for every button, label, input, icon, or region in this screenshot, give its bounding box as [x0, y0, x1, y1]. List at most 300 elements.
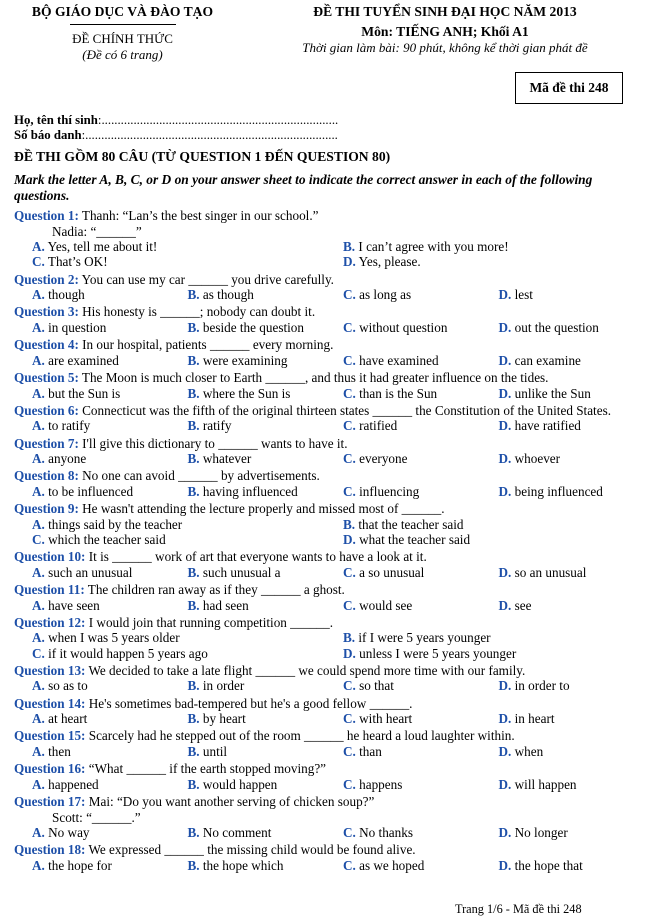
option-text: Yes, please. — [358, 254, 421, 270]
official-label: ĐỀ CHÍNH THỨC — [72, 31, 173, 46]
option-text: will happen — [514, 776, 577, 792]
option-text: have seen — [48, 597, 100, 613]
option-text: as long as — [359, 287, 412, 303]
exam-time: Thời gian làm bài: 90 phút, không kể thời gian phát đề — [302, 40, 588, 55]
question-text: We expressed ______ the missing child would be found alive. — [85, 842, 416, 858]
answer-option — [14, 239, 325, 254]
question-label: Question 15: — [14, 728, 86, 744]
option-text: I can’t agree with you more! — [358, 239, 509, 255]
option-text: anyone — [48, 451, 87, 467]
option-text: then — [48, 743, 71, 759]
option-row — [14, 287, 636, 302]
option-letter: A. — [32, 319, 45, 335]
answer-option — [170, 353, 326, 368]
answer-option — [14, 484, 170, 499]
question-label: Question 13: — [14, 662, 86, 678]
option-letter: B. — [187, 352, 200, 368]
option-letter: A. — [32, 678, 45, 694]
option-letter: B. — [343, 239, 356, 255]
answer-option — [14, 451, 170, 466]
answer-option — [14, 418, 170, 433]
option-letter: C. — [32, 645, 45, 661]
option-letter: A. — [32, 711, 45, 727]
question-3 — [14, 304, 636, 335]
option-text: No longer — [514, 825, 568, 841]
question-stem — [14, 403, 636, 419]
option-text: No thanks — [359, 825, 413, 841]
option-letter: D. — [498, 385, 512, 401]
question-text: We decided to take a late flight ______ we could spend more time with our family. — [85, 662, 526, 678]
option-text: can examine — [514, 352, 581, 368]
question-12 — [14, 615, 636, 661]
question-label: Question 18: — [14, 842, 86, 858]
question-11 — [14, 582, 636, 613]
option-letter: C. — [343, 678, 356, 694]
question-text: Mai: “Do you want another serving of chicken soup?” — [85, 793, 375, 809]
question-text: I'll give this dictionary to ______ wants to have it. — [78, 435, 348, 451]
question-text: The Moon is much closer to Earth ______, and thus it had greater influence on the tides. — [78, 369, 549, 385]
answer-option — [170, 711, 326, 726]
exam-subject: Môn: TIẾNG ANH; Khối A1 — [361, 24, 529, 39]
option-letter: C. — [343, 287, 356, 303]
question-1 — [14, 208, 636, 270]
option-letter: D. — [498, 352, 512, 368]
header-right — [240, 4, 650, 56]
option-row — [14, 517, 636, 532]
option-text: ratify — [202, 418, 232, 434]
candidate-name-label: Họ, tên thí sinh — [14, 113, 98, 127]
option-text: when — [514, 743, 544, 759]
option-row — [14, 418, 636, 433]
option-text: a so unusual — [359, 564, 425, 580]
answer-option — [481, 598, 637, 613]
option-text: ratified — [359, 418, 398, 434]
question-text: It is ______ work of art that everyone wants to have a look at it. — [85, 549, 427, 565]
answer-option — [325, 777, 481, 792]
answer-option — [14, 711, 170, 726]
question-text: No one can avoid ______ by advertisements. — [78, 468, 320, 484]
answer-option — [170, 418, 326, 433]
answer-option — [481, 320, 637, 335]
answer-option — [14, 320, 170, 335]
option-letter: B. — [343, 630, 356, 646]
answer-option — [325, 451, 481, 466]
option-row — [14, 484, 636, 499]
option-letter: C. — [343, 319, 356, 335]
option-row — [14, 320, 636, 335]
question-stem — [14, 370, 636, 386]
option-letter: D. — [343, 254, 356, 270]
answer-option — [14, 565, 170, 580]
question-label: Question 5: — [14, 369, 79, 385]
answer-option — [325, 418, 481, 433]
option-text: No way — [48, 825, 90, 841]
answer-option — [14, 532, 325, 547]
option-text: happens — [359, 776, 403, 792]
option-row — [14, 532, 636, 547]
option-letter: B. — [343, 516, 356, 532]
answer-option — [325, 517, 636, 532]
exam-title: ĐỀ THI TUYỂN SINH ĐẠI HỌC NĂM 2013 — [313, 4, 577, 19]
option-letter: C. — [343, 352, 356, 368]
header-left — [10, 4, 235, 63]
option-text: if I were 5 years younger — [358, 630, 491, 646]
answer-option — [325, 532, 636, 547]
answer-option — [325, 630, 636, 645]
option-letter: B. — [187, 711, 200, 727]
question-dialogue-line: Nadia: “______” — [52, 223, 142, 239]
option-text: happened — [48, 776, 99, 792]
answer-option — [14, 777, 170, 792]
answer-option — [481, 484, 637, 499]
question-text: In our hospital, patients ______ every morning. — [78, 337, 334, 353]
answer-option — [170, 386, 326, 401]
option-row — [14, 386, 636, 401]
question-label: Question 2: — [14, 271, 79, 287]
option-letter: D. — [498, 597, 512, 613]
option-text: would happen — [202, 776, 278, 792]
option-text: so an unusual — [514, 564, 587, 580]
option-text: would see — [359, 597, 413, 613]
option-letter: B. — [187, 418, 200, 434]
option-text: without question — [359, 319, 448, 335]
option-text: beside the question — [202, 319, 304, 335]
option-row — [14, 678, 636, 693]
option-letter: C. — [32, 254, 45, 270]
question-10 — [14, 549, 636, 580]
answer-option — [14, 254, 325, 269]
question-stem — [14, 468, 636, 484]
option-text: at heart — [48, 711, 88, 727]
option-text: with heart — [359, 711, 413, 727]
question-dialogue-line: Scott: “______.” — [52, 809, 141, 825]
option-letter: D. — [498, 319, 512, 335]
option-text: as though — [202, 287, 254, 303]
question-stem — [14, 304, 636, 320]
option-text: so that — [359, 678, 394, 694]
answer-option — [14, 386, 170, 401]
option-letter: D. — [498, 564, 512, 580]
answer-option — [14, 517, 325, 532]
option-text: until — [202, 743, 228, 759]
question-text: Scarcely had he stepped out of the room ______ he heard a loud laughter within. — [85, 728, 515, 744]
question-text: I would join that running competition ______. — [85, 614, 334, 630]
instruction: Mark the letter A, B, C, or D on your answer sheet to indicate the correct answer in each of the following questions. — [14, 172, 593, 203]
option-row — [14, 858, 636, 873]
option-row — [14, 565, 636, 580]
answer-option — [325, 858, 481, 873]
option-letter: C. — [343, 418, 356, 434]
option-text: unless I were 5 years younger — [359, 645, 517, 661]
option-text: what the teacher said — [359, 531, 471, 547]
answer-option — [170, 678, 326, 693]
answer-option — [14, 858, 170, 873]
exam-code-box: Mã đề thi 248 — [515, 72, 623, 104]
option-letter: D. — [498, 825, 512, 841]
answer-option — [14, 744, 170, 759]
question-stem — [14, 696, 636, 712]
option-text: where the Sun is — [202, 385, 291, 401]
answer-option — [325, 744, 481, 759]
option-letter: A. — [32, 825, 45, 841]
option-letter: B. — [187, 564, 200, 580]
answer-option — [481, 386, 637, 401]
option-letter: C. — [343, 711, 356, 727]
option-letter: C. — [343, 857, 356, 873]
question-label: Question 7: — [14, 435, 79, 451]
answer-option — [170, 320, 326, 335]
option-letter: B. — [187, 319, 200, 335]
question-2 — [14, 272, 636, 303]
question-label: Question 8: — [14, 468, 79, 484]
answer-option — [481, 418, 637, 433]
option-row — [14, 646, 636, 661]
answer-option — [481, 858, 637, 873]
option-text: by heart — [202, 711, 246, 727]
option-text: to ratify — [48, 418, 91, 434]
answer-option — [325, 353, 481, 368]
question-text: He wasn't attending the lecture properly and missed most of ______. — [78, 501, 445, 517]
option-letter: C. — [343, 564, 356, 580]
question-stem — [14, 337, 636, 353]
question-stem — [14, 582, 636, 598]
option-letter: B. — [187, 287, 200, 303]
question-6 — [14, 403, 636, 434]
option-text: as we hoped — [359, 857, 425, 873]
answer-option — [170, 287, 326, 302]
option-text: were examining — [202, 352, 288, 368]
answer-option — [325, 825, 481, 840]
exam-intro: ĐỀ THI GỒM 80 CÂU (TỪ QUESTION 1 ĐẾN QUESTION 80) — [14, 149, 391, 164]
option-letter: C. — [32, 531, 45, 547]
answer-option — [14, 598, 170, 613]
option-row — [14, 744, 636, 759]
option-text: having influenced — [202, 483, 298, 499]
option-text: being influenced — [514, 483, 603, 499]
question-text: The children ran away as if they ______ a ghost. — [84, 581, 345, 597]
option-row — [14, 598, 636, 613]
option-letter: D. — [498, 711, 512, 727]
option-letter: A. — [32, 385, 45, 401]
answer-option — [481, 825, 637, 840]
option-letter: C. — [343, 825, 356, 841]
option-letter: D. — [498, 857, 512, 873]
option-text: the hope that — [514, 857, 583, 873]
question-stem — [14, 615, 636, 631]
question-stem — [14, 842, 636, 858]
question-15 — [14, 728, 636, 759]
option-text: that the teacher said — [358, 516, 464, 532]
option-row — [14, 254, 636, 269]
option-text: influencing — [359, 483, 420, 499]
option-text: out the question — [514, 319, 599, 335]
option-text: whoever — [514, 451, 561, 467]
option-letter: A. — [32, 287, 45, 303]
option-letter: B. — [187, 825, 200, 841]
option-letter: A. — [32, 630, 45, 646]
option-letter: D. — [498, 451, 512, 467]
option-letter: B. — [187, 597, 200, 613]
question-label: Question 14: — [14, 695, 86, 711]
option-text: everyone — [359, 451, 408, 467]
option-letter: B. — [187, 857, 200, 873]
option-row — [14, 630, 636, 645]
question-stem — [14, 272, 636, 288]
answer-option — [325, 386, 481, 401]
header-divider — [70, 24, 176, 25]
option-text: in question — [48, 319, 107, 335]
question-stem — [14, 501, 636, 517]
option-text: though — [48, 287, 85, 303]
answer-option — [325, 646, 636, 661]
option-letter: A. — [32, 597, 45, 613]
question-9 — [14, 501, 636, 547]
option-letter: B. — [187, 743, 200, 759]
option-letter: A. — [32, 451, 45, 467]
question-text: “What ______ if the earth stopped moving?” — [85, 761, 327, 777]
question-stem — [14, 208, 636, 224]
answer-option — [14, 678, 170, 693]
option-letter: A. — [32, 418, 45, 434]
answer-option — [481, 678, 637, 693]
question-stem — [14, 761, 636, 777]
question-label: Question 16: — [14, 761, 86, 777]
answer-option — [325, 320, 481, 335]
option-letter: D. — [498, 418, 512, 434]
question-text: Thanh: “Lan’s the best singer in our school.” — [78, 208, 319, 223]
question-8 — [14, 468, 636, 499]
option-text: had seen — [202, 597, 249, 613]
question-label: Question 10: — [14, 549, 86, 565]
option-letter: C. — [343, 451, 356, 467]
question-18 — [14, 842, 636, 873]
option-text: than — [359, 743, 382, 759]
option-row — [14, 711, 636, 726]
candidate-id-label: Số báo danh — [14, 128, 82, 142]
answer-option — [481, 287, 637, 302]
option-letter: D. — [498, 743, 512, 759]
option-row — [14, 825, 636, 840]
question-label: Question 11: — [14, 581, 85, 597]
question-label: Question 12: — [14, 614, 86, 630]
option-letter: B. — [187, 385, 200, 401]
option-text: whatever — [202, 451, 252, 467]
option-text: in heart — [514, 711, 555, 727]
question-label: Question 6: — [14, 402, 79, 418]
option-text: the hope which — [202, 857, 284, 873]
option-row — [14, 777, 636, 792]
option-letter: B. — [187, 451, 200, 467]
option-letter: A. — [32, 483, 45, 499]
answer-option — [325, 565, 481, 580]
question-label: Question 9: — [14, 501, 79, 517]
question-list — [14, 208, 636, 875]
option-letter: C. — [343, 483, 356, 499]
option-letter: A. — [32, 743, 45, 759]
candidate-name-line — [14, 113, 338, 128]
answer-option — [14, 353, 170, 368]
option-text: which the teacher said — [48, 531, 166, 547]
option-text: things said by the teacher — [48, 516, 183, 532]
option-text: but the Sun is — [48, 385, 121, 401]
answer-option — [325, 484, 481, 499]
answer-option — [170, 825, 326, 840]
answer-option — [325, 711, 481, 726]
option-text: see — [514, 597, 532, 613]
answer-option — [170, 777, 326, 792]
option-letter: A. — [32, 564, 45, 580]
option-text: lest — [514, 287, 533, 303]
option-letter: C. — [343, 385, 356, 401]
question-stem — [14, 794, 636, 810]
option-row — [14, 451, 636, 466]
question-5 — [14, 370, 636, 401]
option-text: when I was 5 years older — [48, 630, 180, 646]
answer-option — [14, 630, 325, 645]
option-letter: A. — [32, 352, 45, 368]
question-stem — [14, 728, 636, 744]
question-text: He's sometimes bad-tempered but he's a good fellow ______. — [85, 695, 413, 711]
question-label: Question 17: — [14, 793, 86, 809]
question-16 — [14, 761, 636, 792]
option-text: such unusual a — [202, 564, 281, 580]
question-7 — [14, 436, 636, 467]
answer-option — [325, 287, 481, 302]
option-text: have ratified — [514, 418, 581, 434]
question-label: Question 4: — [14, 337, 79, 353]
question-13 — [14, 663, 636, 694]
answer-option — [170, 598, 326, 613]
page-footer: Trang 1/6 - Mã đề thi 248 — [455, 902, 582, 916]
question-stem — [14, 549, 636, 565]
ministry-name: BỘ GIÁO DỤC VÀ ĐÀO TẠO — [31, 4, 214, 19]
option-letter: D. — [343, 645, 356, 661]
option-letter: A. — [32, 776, 45, 792]
option-text: are examined — [48, 352, 119, 368]
answer-option — [325, 678, 481, 693]
option-text: to be influenced — [48, 483, 134, 499]
option-row — [14, 239, 636, 254]
answer-option — [325, 254, 636, 269]
answer-option — [170, 744, 326, 759]
question-text: You can use my car ______ you drive carefully. — [78, 271, 334, 287]
option-letter: A. — [32, 239, 45, 255]
answer-option — [14, 646, 325, 661]
option-text: No comment — [202, 825, 272, 841]
question-4 — [14, 337, 636, 368]
answer-option — [481, 353, 637, 368]
answer-option — [481, 744, 637, 759]
candidate-id-line — [14, 128, 338, 143]
question-14 — [14, 696, 636, 727]
question-text: His honesty is ______; nobody can doubt it. — [78, 304, 316, 320]
option-letter: D. — [498, 776, 512, 792]
answer-option — [481, 711, 637, 726]
answer-option — [481, 565, 637, 580]
option-text: unlike the Sun — [514, 385, 591, 401]
option-letter: D. — [343, 531, 356, 547]
question-17 — [14, 794, 636, 840]
answer-option — [481, 451, 637, 466]
answer-option — [325, 598, 481, 613]
option-text: so as to — [48, 678, 88, 694]
candidate-name-dots: :.......................................................................... — [97, 113, 339, 127]
option-letter: D. — [498, 287, 512, 303]
option-letter: A. — [32, 516, 45, 532]
answer-option — [170, 451, 326, 466]
option-letter: A. — [32, 857, 45, 873]
option-text: Yes, tell me about it! — [47, 239, 158, 255]
